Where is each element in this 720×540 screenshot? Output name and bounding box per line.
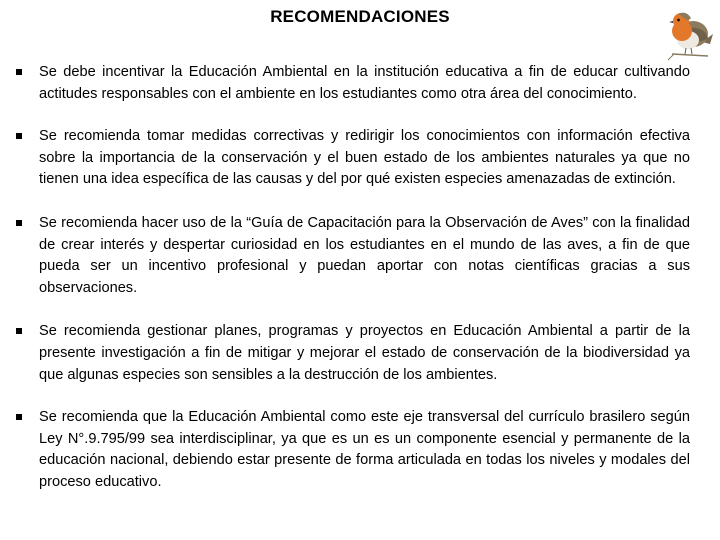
page-title: RECOMENDACIONES [270,7,450,26]
list-item [16,407,690,493]
square-bullet-icon [16,414,22,420]
recommendations-list [16,62,690,515]
square-bullet-icon [16,133,22,139]
robin-bird-icon [664,4,714,66]
square-bullet-icon [16,220,22,226]
list-item [16,62,690,105]
square-bullet-icon [16,69,22,75]
recommendation-text: Se recomienda hacer uso de la “Guía de Capacitación para la Observación de Aves” con la finalidad de crear interés y despertar curiosidad en los estudiantes en el mundo de las aves, a fin de que pueda ser un incentivo profesional y puedan aportar con notas científicas gracias a sus observaciones. [39,214,690,296]
recommendation-text: Se recomienda gestionar planes, programas y proyectos en Educación Ambiental a partir de la presente investigación a fin de mitigar y mejorar el estado de conservación de la biodiversidad ya que algunas especies son sensibles a la destrucción de los ambientes. [39,323,690,383]
recommendation-text: Se recomienda tomar medidas correctivas y redirigir los conocimientos con información efectiva sobre la importancia de la conservación y el buen estado de los ambientes naturales ya que no tienen una idea específica de las causas y del por qué existen especies amenazadas de extinción. [39,128,690,188]
recommendation-text: Se recomienda que la Educación Ambiental como este eje transversal del currículo brasilero según Ley N°.9.795/99 sea interdisciplinar, ya que es un es un componente esencial y permanente de la educación nacional, debiendo estar presente de forma articulada en todas los niveles y modales del proceso educativo. [39,409,690,490]
list-item [16,126,690,191]
list-item [16,321,690,386]
square-bullet-icon [16,328,22,334]
list-item [16,213,690,299]
recommendation-text: Se debe incentivar la Educación Ambiental en la institución educativa a fin de educar cultivando actitudes responsables con el ambiente en los estudiantes como otra área del conocimiento. [39,64,690,102]
